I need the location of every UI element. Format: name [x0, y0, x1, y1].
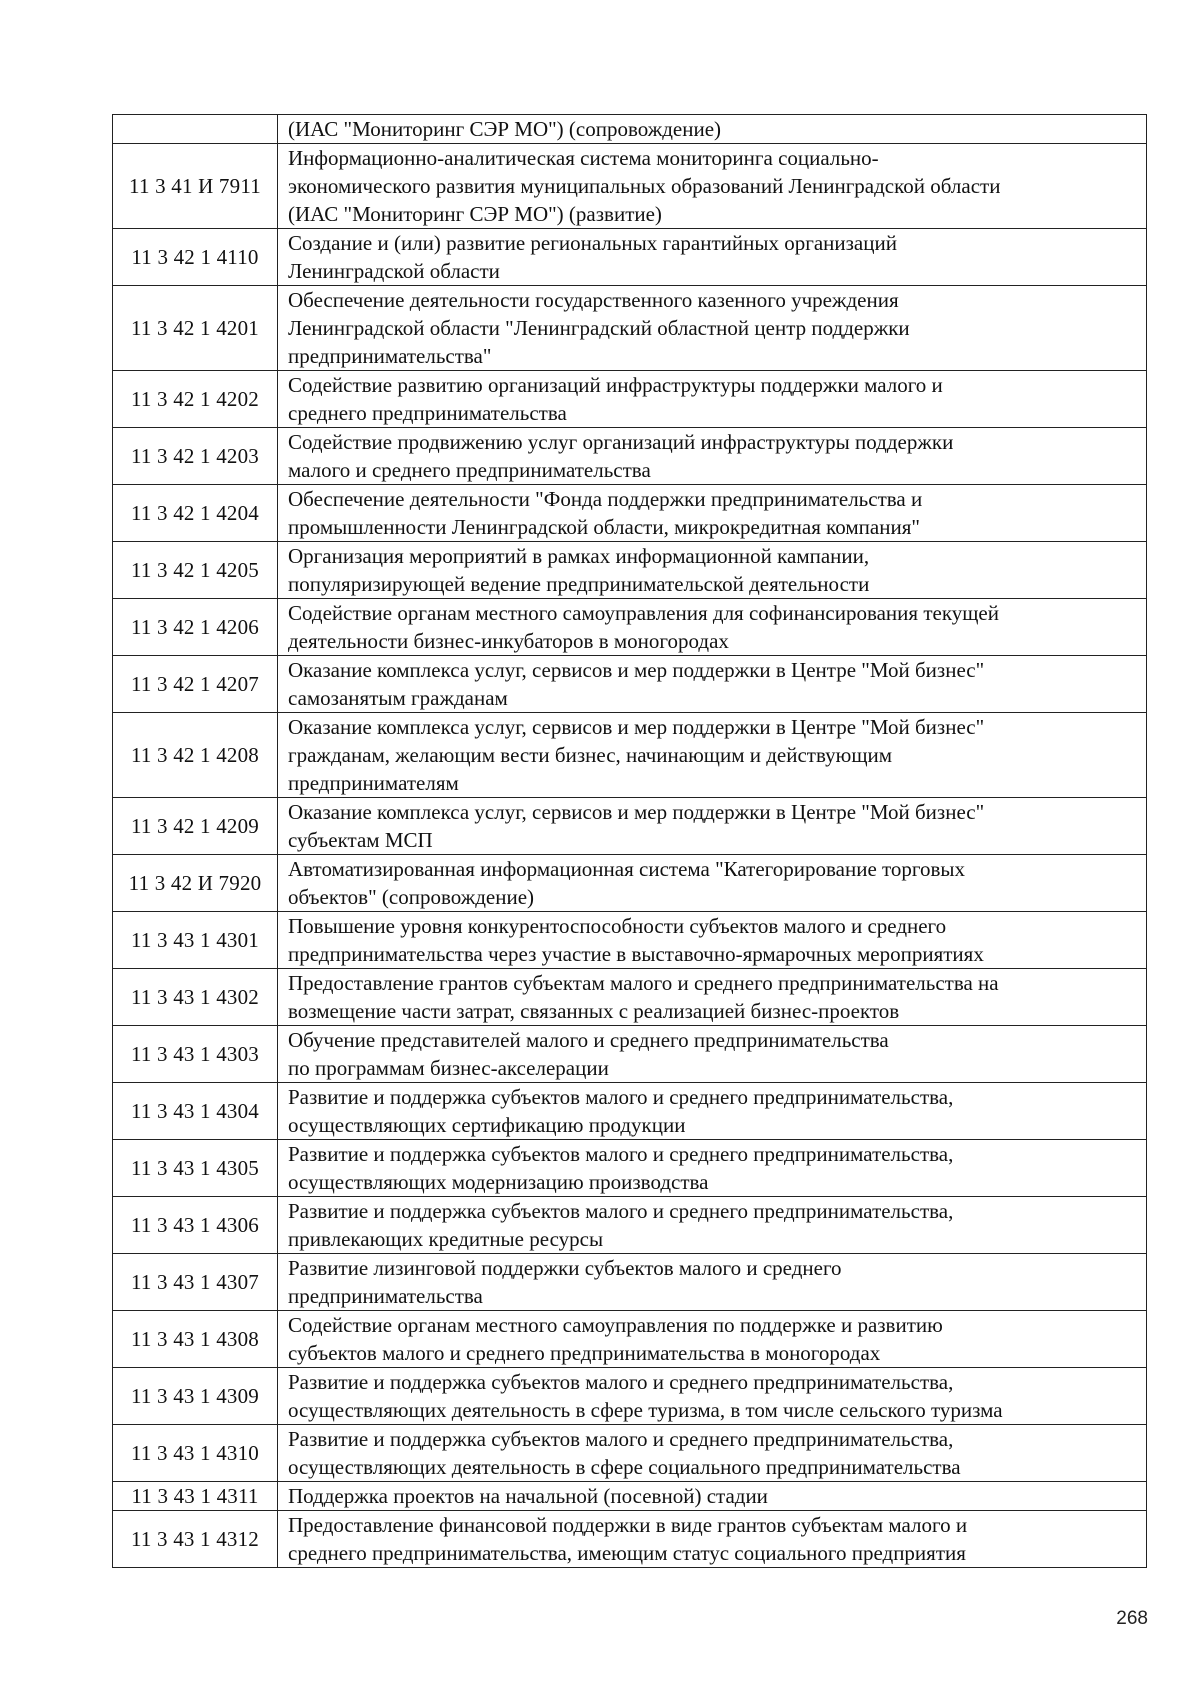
row-name-cell [278, 599, 1147, 656]
row-name-line: Ленинградской области [288, 259, 500, 283]
row-name-cell [278, 371, 1147, 428]
row-code-cell: 11 3 43 1 4311 [113, 1482, 278, 1511]
row-code-cell: 11 3 43 1 4302 [113, 969, 278, 1026]
row-name-cell [278, 286, 1147, 371]
row-name-line: осуществляющих деятельность в сфере социального предпринимательства [288, 1455, 961, 1479]
table-row [113, 1425, 1147, 1482]
row-code-cell: 11 3 42 1 4110 [113, 229, 278, 286]
row-name-line: Предоставление грантов субъектам малого и среднего предпринимательства на [288, 971, 999, 995]
row-name-line: (ИАС "Мониторинг СЭР МО") (развитие) [288, 202, 662, 226]
row-code-cell: 11 3 42 1 4207 [113, 656, 278, 713]
row-code-cell: 11 3 42 1 4203 [113, 428, 278, 485]
row-name-line: Предоставление финансовой поддержки в виде грантов субъектам малого и [288, 1513, 968, 1537]
row-code-cell: 11 3 43 1 4310 [113, 1425, 278, 1482]
row-code-cell: 11 3 43 1 4312 [113, 1511, 278, 1568]
row-name-line: Информационно-аналитическая система мониторинга социально- [288, 146, 879, 170]
table-row [113, 115, 1147, 144]
row-name-cell [278, 969, 1147, 1026]
row-name-line: Обеспечение деятельности "Фонда поддержки предпринимательства и [288, 487, 923, 511]
row-code-cell: 11 3 43 1 4306 [113, 1197, 278, 1254]
table-row [113, 1482, 1147, 1511]
table-row [113, 428, 1147, 485]
row-name-line: осуществляющих модернизацию производства [288, 1170, 709, 1194]
row-name-line: малого и среднего предпринимательства [288, 458, 651, 482]
row-code-cell: 11 3 42 1 4208 [113, 713, 278, 798]
row-name-line: самозанятым гражданам [288, 686, 508, 710]
row-name-line: осуществляющих сертификацию продукции [288, 1113, 686, 1137]
row-name-line: Поддержка проектов на начальной (посевной) стадии [288, 1484, 768, 1508]
table-row [113, 371, 1147, 428]
table-row [113, 1368, 1147, 1425]
row-name-line: среднего предпринимательства, имеющим статус социального предприятия [288, 1541, 966, 1565]
row-name-cell [278, 542, 1147, 599]
row-name-line: Обеспечение деятельности государственного казенного учреждения [288, 288, 899, 312]
row-code-cell: 11 3 42 1 4205 [113, 542, 278, 599]
table-row [113, 1083, 1147, 1140]
row-code-cell: 11 3 42 1 4202 [113, 371, 278, 428]
table-row [113, 1254, 1147, 1311]
row-name-line: Развитие лизинговой поддержки субъектов малого и среднего [288, 1256, 842, 1280]
row-name-cell [278, 855, 1147, 912]
row-name-cell [278, 1425, 1147, 1482]
row-name-cell [278, 798, 1147, 855]
row-code-cell: 11 3 43 1 4303 [113, 1026, 278, 1083]
row-name-line: Оказание комплекса услуг, сервисов и мер поддержки в Центре "Мой бизнес" [288, 800, 985, 824]
table-row [113, 1140, 1147, 1197]
table-row [113, 1197, 1147, 1254]
row-name-line: предпринимательства [288, 1284, 483, 1308]
row-name-line: промышленности Ленинградской области, микрокредитная компания" [288, 515, 920, 539]
table-row [113, 286, 1147, 371]
table-row [113, 855, 1147, 912]
table-row [113, 599, 1147, 656]
row-name-line: гражданам, желающим вести бизнес, начинающим и действующим [288, 743, 893, 767]
table-body [113, 115, 1147, 1568]
table-row [113, 229, 1147, 286]
row-name-line: Оказание комплекса услуг, сервисов и мер поддержки в Центре "Мой бизнес" [288, 658, 985, 682]
row-name-line: деятельности бизнес-инкубаторов в моногородах [288, 629, 729, 653]
row-code-cell [113, 115, 278, 144]
row-name-line: Содействие органам местного самоуправления по поддержке и развитию [288, 1313, 943, 1337]
row-name-line: Содействие органам местного самоуправления для софинансирования текущей [288, 601, 999, 625]
page-number: 268 [1116, 1608, 1148, 1629]
row-name-cell [278, 1511, 1147, 1568]
row-name-cell [278, 428, 1147, 485]
row-name-cell [278, 1311, 1147, 1368]
row-name-line: объектов" (сопровождение) [288, 885, 535, 909]
row-name-line: осуществляющих деятельность в сфере туризма, в том числе сельского туризма [288, 1398, 1003, 1422]
row-name-line: Ленинградской области "Ленинградский областной центр поддержки [288, 316, 910, 340]
table-row [113, 542, 1147, 599]
budget-code-table [112, 114, 1147, 1568]
row-code-cell: 11 3 42 И 7920 [113, 855, 278, 912]
table-row [113, 1026, 1147, 1083]
row-code-cell: 11 3 42 1 4201 [113, 286, 278, 371]
row-name-line: Развитие и поддержка субъектов малого и среднего предпринимательства, [288, 1085, 954, 1109]
row-name-line: Автоматизированная информационная система "Категорирование торговых [288, 857, 966, 881]
row-name-line: Создание и (или) развитие региональных гарантийных организаций [288, 231, 897, 255]
row-name-cell [278, 656, 1147, 713]
row-name-cell [278, 115, 1147, 144]
row-name-cell [278, 144, 1147, 229]
table-row [113, 969, 1147, 1026]
row-code-cell: 11 3 43 1 4301 [113, 912, 278, 969]
row-name-line: Оказание комплекса услуг, сервисов и мер поддержки в Центре "Мой бизнес" [288, 715, 985, 739]
table-row [113, 1511, 1147, 1568]
row-code-cell: 11 3 41 И 7911 [113, 144, 278, 229]
row-name-cell [278, 1368, 1147, 1425]
row-name-cell [278, 229, 1147, 286]
table-row [113, 656, 1147, 713]
row-code-cell: 11 3 43 1 4307 [113, 1254, 278, 1311]
table-row [113, 144, 1147, 229]
table-row [113, 713, 1147, 798]
row-name-line: возмещение части затрат, связанных с реализацией бизнес-проектов [288, 999, 900, 1023]
row-name-line: предпринимателям [288, 771, 459, 795]
row-name-line: экономического развития муниципальных образований Ленинградской области [288, 174, 1001, 198]
row-name-line: предпринимательства" [288, 344, 492, 368]
row-code-cell: 11 3 43 1 4305 [113, 1140, 278, 1197]
row-name-cell [278, 1254, 1147, 1311]
row-name-line: Развитие и поддержка субъектов малого и среднего предпринимательства, [288, 1370, 954, 1394]
row-code-cell: 11 3 43 1 4304 [113, 1083, 278, 1140]
row-code-cell: 11 3 42 1 4204 [113, 485, 278, 542]
row-name-line: Обучение представителей малого и среднего предпринимательства [288, 1028, 889, 1052]
row-name-line: среднего предпринимательства [288, 401, 567, 425]
row-code-cell: 11 3 43 1 4308 [113, 1311, 278, 1368]
row-name-cell [278, 713, 1147, 798]
row-name-cell [278, 1026, 1147, 1083]
row-name-line: Повышение уровня конкурентоспособности субъектов малого и среднего [288, 914, 947, 938]
row-name-line: Содействие продвижению услуг организаций инфраструктуры поддержки [288, 430, 954, 454]
row-name-line: Содействие развитию организаций инфраструктуры поддержки малого и [288, 373, 943, 397]
row-name-line: субъектам МСП [288, 828, 433, 852]
row-name-line: по программам бизнес-акселерации [288, 1056, 609, 1080]
row-name-line: Развитие и поддержка субъектов малого и среднего предпринимательства, [288, 1427, 954, 1451]
row-name-line: субъектов малого и среднего предпринимательства в моногородах [288, 1341, 881, 1365]
row-code-cell: 11 3 43 1 4309 [113, 1368, 278, 1425]
table-row [113, 485, 1147, 542]
row-name-line: Развитие и поддержка субъектов малого и среднего предпринимательства, [288, 1199, 954, 1223]
row-name-line: предпринимательства через участие в выставочно-ярмарочных мероприятиях [288, 942, 984, 966]
row-name-cell [278, 1197, 1147, 1254]
row-name-cell [278, 1140, 1147, 1197]
row-name-cell [278, 485, 1147, 542]
table-row [113, 798, 1147, 855]
row-name-line: привлекающих кредитные ресурсы [288, 1227, 604, 1251]
row-name-line: популяризирующей ведение предпринимательской деятельности [288, 572, 870, 596]
row-name-cell [278, 912, 1147, 969]
row-name-line: Развитие и поддержка субъектов малого и среднего предпринимательства, [288, 1142, 954, 1166]
table-row [113, 1311, 1147, 1368]
row-name-cell [278, 1482, 1147, 1511]
table-row [113, 912, 1147, 969]
row-name-cell [278, 1083, 1147, 1140]
row-name-line: Организация мероприятий в рамках информационной кампании, [288, 544, 870, 568]
row-name-line: (ИАС "Мониторинг СЭР МО") (сопровождение) [288, 117, 722, 141]
row-code-cell: 11 3 42 1 4206 [113, 599, 278, 656]
row-code-cell: 11 3 42 1 4209 [113, 798, 278, 855]
